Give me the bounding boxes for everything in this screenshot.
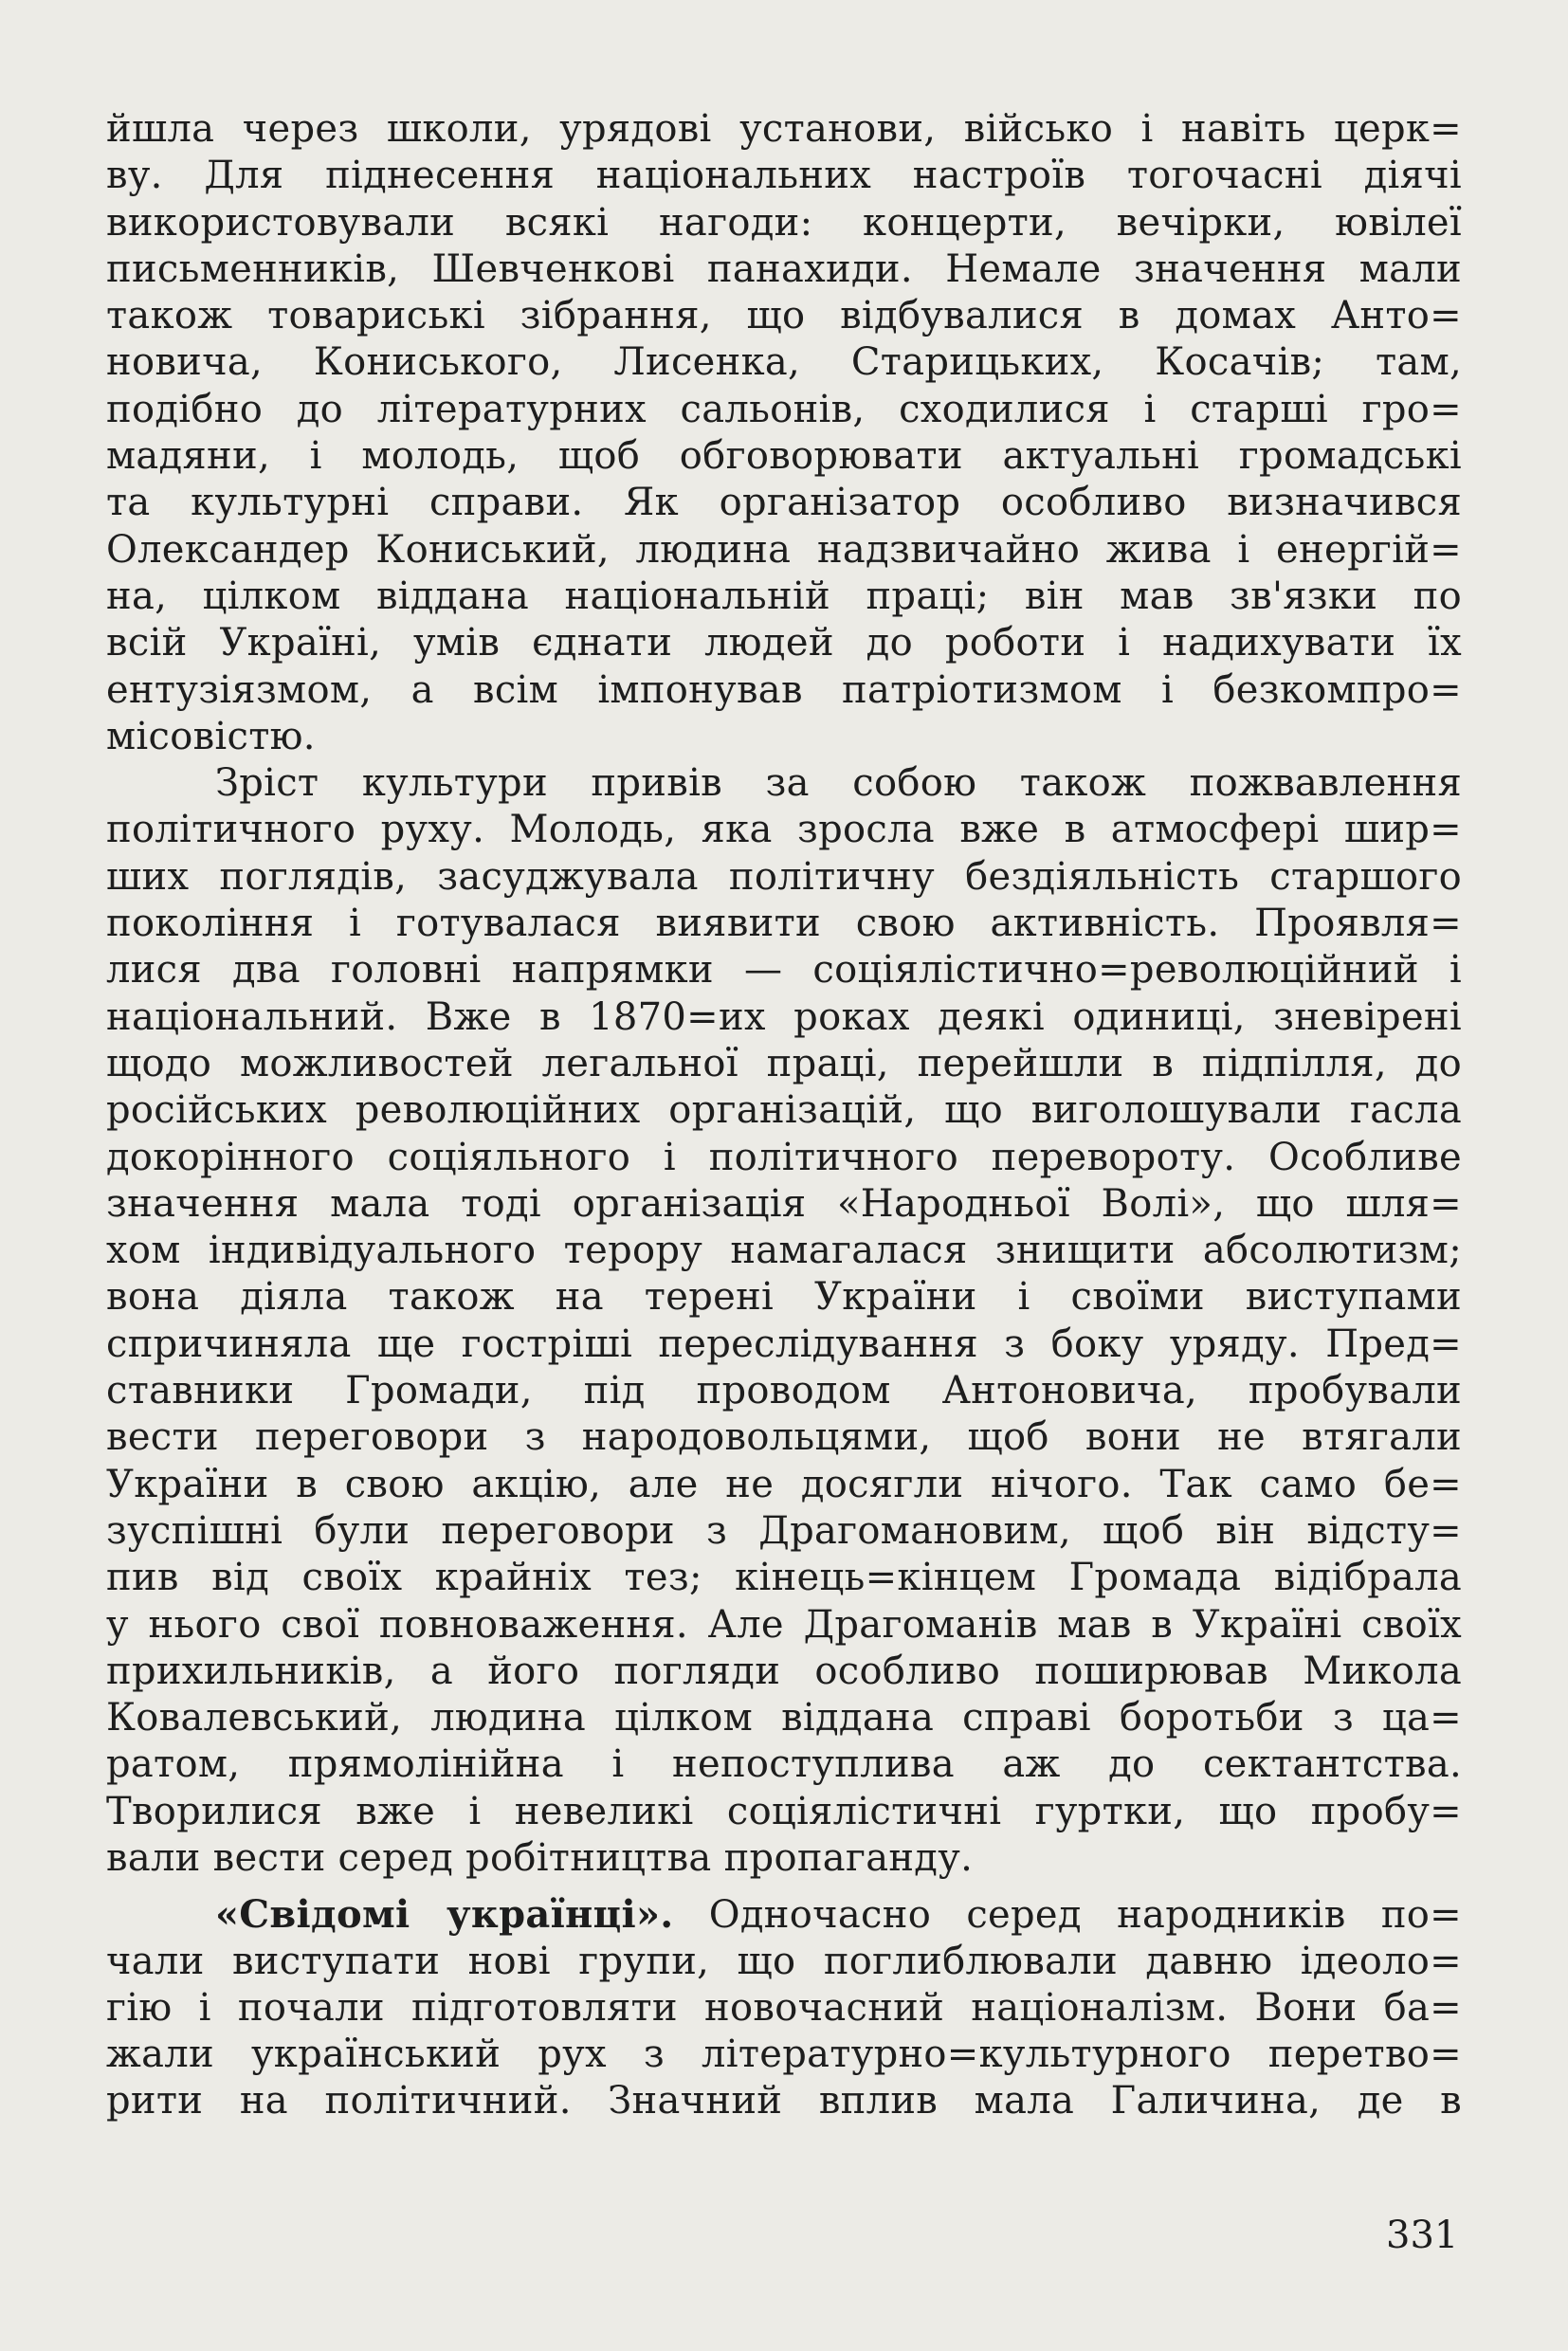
text-line: ву. Для піднесення національних настроїв тогочасні діячі (106, 154, 1462, 198)
page-number: 331 (1386, 2214, 1459, 2257)
text-line: ших поглядів, засуджувала політичну бездіяльність старшого (106, 854, 1462, 899)
text-line: подібно до літературних сальонів, сходилися і старші гро= (106, 387, 1462, 431)
text-line: значення мала тоді організація «Народньої Волі», що шля= (106, 1181, 1462, 1226)
text-line: місовістю. (106, 714, 316, 758)
paragraph-1 (106, 106, 1462, 760)
text-line: використовували всякі нагоди: концерти, вечірки, ювілеї (106, 200, 1462, 245)
text-line: зуспішні були переговори з Драгомановим, щоб він відсту= (106, 1508, 1462, 1553)
text-line: лися два головні напрямки — соціялістично=революційний і (106, 948, 1462, 993)
text-line: рити на політичний. Значний вплив мала Галичина, де в (106, 2079, 1462, 2123)
paragraph-3 (106, 1891, 1462, 2124)
text-line: та культурні справи. Як організатор особливо визначився (106, 481, 1462, 525)
text-line: політичного руху. Молодь, яка зросла вже в атмосфері шир= (106, 808, 1462, 852)
paragraph-2 (106, 760, 1462, 1882)
text-line: прихильників, а його погляди особливо поширював Микола (106, 1649, 1462, 1693)
text-line: покоління і готувалася виявити свою активність. Проявля= (106, 902, 1462, 946)
text-line: Творилися вже і невеликі соціялістичні гуртки, що пробу= (106, 1789, 1462, 1833)
text-line: також товариські зібрання, що відбувалися в домах Анто= (106, 294, 1462, 338)
text-line: вали вести серед робітництва пропаганду. (106, 1835, 974, 1880)
text-line: на, цілком віддана національній праці; він мав зв'язки по (106, 574, 1462, 618)
text-line: ентузіязмом, а всім імпонував патріотизмом і безкомпро= (106, 667, 1462, 712)
text-line: новича, Кониського, Лисенка, Старицьких, Косачів; там, (106, 340, 1462, 385)
text-line: всій Україні, умів єднати людей до роботи і надихувати їх (106, 621, 1462, 665)
text-line: докорінного соціяльного і політичного перевороту. Особливе (106, 1135, 1462, 1179)
text-line: гію і почали підготовляти новочасний націоналізм. Вони ба= (106, 1985, 1462, 2030)
text-line: Ковалевський, людина цілком віддана справі боротьби з ца= (106, 1696, 1462, 1740)
text-line: спричиняла ще гостріші переслідування з боку уряду. Пред= (106, 1321, 1462, 1366)
text-line: хом індивідуального терору намагалася знищити абсолютизм; (106, 1229, 1462, 1273)
text-line: мадяни, і молодь, щоб обговорювати актуальні громадські (106, 434, 1462, 479)
text-line: чали виступати нові групи, що поглиблювали давню ідеоло= (106, 1939, 1462, 1983)
text-line: російських революційних організацій, що виголошували гасла (106, 1088, 1462, 1133)
text-run: Одночасно серед народників по= (673, 1893, 1462, 1938)
body-text (106, 106, 1462, 2125)
text-line: щодо можливостей легальної праці, перейшли в підпілля, до (106, 1041, 1462, 1085)
section-heading: «Свідомі українці». (215, 1892, 674, 1938)
text-line (106, 1891, 1462, 1938)
text-line: національний. Вже в 1870=их роках деякі одиниці, зневірені (106, 994, 1462, 1039)
text-line: України в свою акцію, але не досягли нічого. Так само бе= (106, 1462, 1462, 1506)
text-line: ставники Громади, під проводом Антоновича, пробували (106, 1369, 1462, 1413)
text-line: Олександер Кониський, людина надзвичайно жива і енергій= (106, 527, 1462, 572)
text-line: вона діяла також на терені України і своїми виступами (106, 1275, 1462, 1320)
text-line: ратом, прямолінійна і непоступлива аж до сектантства. (106, 1742, 1462, 1787)
text-line: пив від своїх крайніх тез; кінець=кінцем Громада відібрала (106, 1556, 1462, 1600)
text-line: йшла через школи, урядові установи, військо і навіть церк= (106, 107, 1462, 151)
text-line: жали український рух з літературно=культурного перетво= (106, 2032, 1462, 2077)
text-line: письменників, Шевченкові панахиди. Немале значення мали (106, 246, 1462, 291)
text-line: у нього свої повноваження. Але Драгоманів мав в Україні своїх (106, 1602, 1462, 1647)
text-line: Зріст культури привів за собою також пожвавлення (215, 761, 1462, 806)
text-line: вести переговори з народовольцями, щоб вони не втягали (106, 1415, 1462, 1460)
